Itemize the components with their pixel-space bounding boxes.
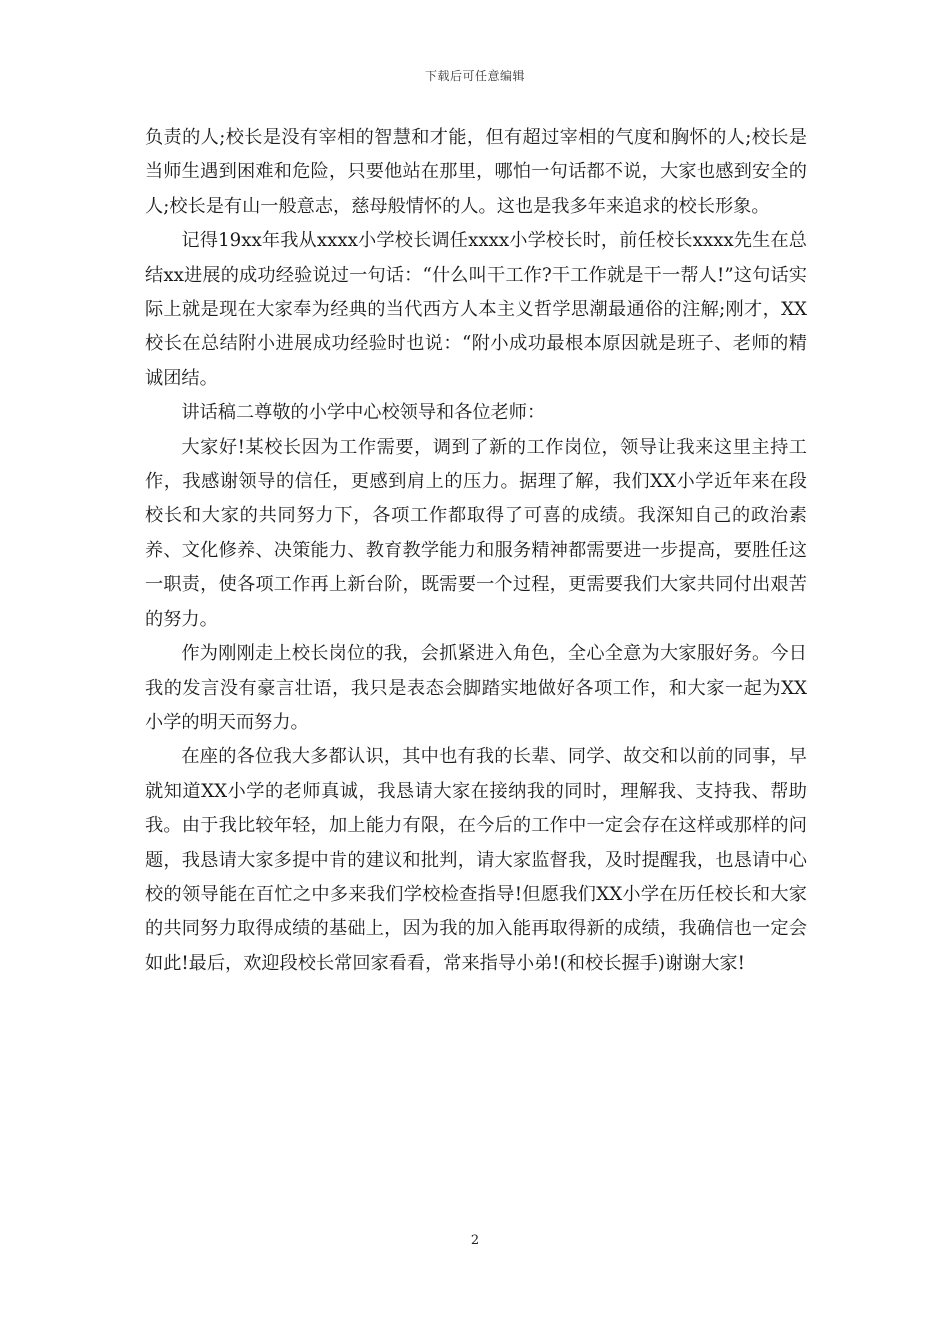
paragraph-2: 记得19xx年我从xxxx小学校长调任xxxx小学校长时，前任校长xxxx先生在总结xx进展的成功经验说过一句话：“什么叫干工作?干工作就是干一帮人!”这句话实际上就是现在大家奉为经典的当代西方人本主义哲学思潮最通俗的注解;刚才，XX校长在总结附小进展成功经验时也说：“附小成功最根本原因就是班子、老师的精诚团结。 — [145, 230, 807, 389]
paragraph-4: 大家好!某校长因为工作需要，调到了新的工作岗位，领导让我来这里主持工作，我感谢领导的信任，更感到肩上的压力。据理了解，我们XX小学近年来在段校长和大家的共同努力下，各项工作都取得了可喜的成绩。我深知自己的政治素养、文化修养、决策能力、教育教学能力和服务精神都需要进一步提高，要胜任这一职责，使各项工作再上新台阶，既需要一个过程，更需要我们大家共同付出艰苦的努力。 — [145, 436, 807, 630]
page-number: 2 — [470, 1233, 480, 1248]
paragraph-5: 作为刚刚走上校长岗位的我，会抓紧进入角色，全心全意为大家服好务。今日我的发言没有豪言壮语，我只是表态会脚踏实地做好各项工作，和大家一起为XX小学的明天而努力。 — [145, 643, 807, 733]
paragraph-6: 在座的各位我大多都认识，其中也有我的长辈、同学、故交和以前的同事，早就知道XX小学的老师真诚，我恳请大家在接纳我的同时，理解我、支持我、帮助我。由于我比较年轻，加上能力有限，在今后的工作中一定会存在这样或那样的问题，我恳请大家多提中肯的建议和批判，请大家监督我，及时提醒我，也恳请中心校的领导能在百忙之中多来我们学校检查指导!但愿我们XX小学在历任校长和大家的共同努力取得成绩的基础上，因为我的加入能再取得新的成绩，我确信也一定会如此!最后，欢迎段校长常回家看看，常来指导小弟!(和校长握手)谢谢大家! — [145, 746, 807, 974]
document-body — [145, 121, 807, 981]
paragraph-1: 负责的人;校长是没有宰相的智慧和才能，但有超过宰相的气度和胸怀的人;校长是当师生遇到困难和危险，只要他站在那里，哪怕一句话都不说，大家也感到安全的人;校长是有山一般意志，慈母般情怀的人。这也是我多年来追求的校长形象。 — [145, 127, 807, 217]
paragraph-3: 讲话稿二尊敬的小学中心校领导和各位老师： — [181, 402, 546, 424]
page-header: 下载后可任意编辑 — [424, 69, 525, 83]
